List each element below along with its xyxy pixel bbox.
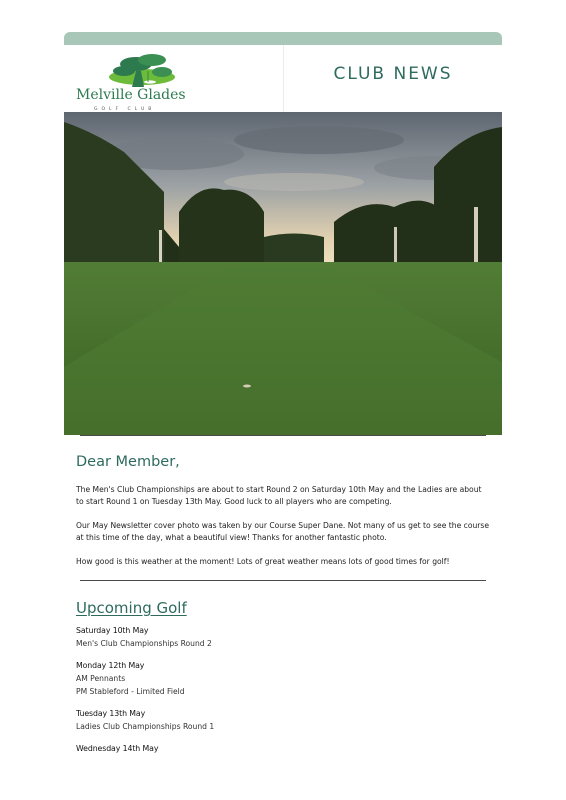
intro-paragraph: The Men's Club Championships are about to start Round 2 on Saturday 10th May and the Ladies are about to start Round 1 on Tuesday 13th May. Good luck to all players who are competing.	[76, 485, 482, 506]
section-divider	[80, 435, 486, 436]
photo-paragraph: Our May Newsletter cover photo was taken by our Course Super Dane. Not many of us get to see the course at this time of the day, what a beautiful view! Thanks for another fantastic photo.	[76, 521, 490, 542]
event-day	[76, 660, 490, 698]
hero-golf-course-photo	[64, 112, 502, 435]
upcoming-golf-heading[interactable]: Upcoming Golf	[76, 599, 187, 617]
upcoming-golf-section	[64, 599, 502, 755]
greeting-section	[64, 454, 502, 568]
event-day	[76, 743, 490, 755]
newsletter	[64, 32, 502, 765]
logo-wordmark: Melville Glades	[76, 87, 186, 103]
event-item: Men's Club Championships Round 2	[76, 639, 212, 648]
event-item: Ladies Club Championships Round 1	[76, 722, 215, 731]
event-date: Tuesday 13th May	[76, 709, 146, 718]
newsletter-title: CLUB NEWS	[333, 64, 453, 84]
logo-subtitle: GOLF CLUB	[94, 107, 156, 112]
weather-paragraph: How good is this weather at the moment! Lots of great weather means lots of good times for golf!	[76, 557, 450, 566]
event-date: Saturday 10th May	[76, 626, 149, 635]
section-divider	[80, 580, 486, 581]
event-item: PM Stableford - Limited Field	[76, 687, 185, 696]
event-day	[76, 625, 490, 650]
event-day	[76, 708, 490, 733]
top-accent-bar	[64, 32, 502, 45]
event-item: AM Pennants	[76, 674, 126, 683]
newsletter-header	[64, 45, 502, 112]
club-logo[interactable]	[64, 45, 283, 112]
event-date: Monday 12th May	[76, 661, 145, 670]
greeting-heading: Dear Member,	[76, 454, 180, 470]
event-date: Wednesday 14th May	[76, 744, 159, 753]
